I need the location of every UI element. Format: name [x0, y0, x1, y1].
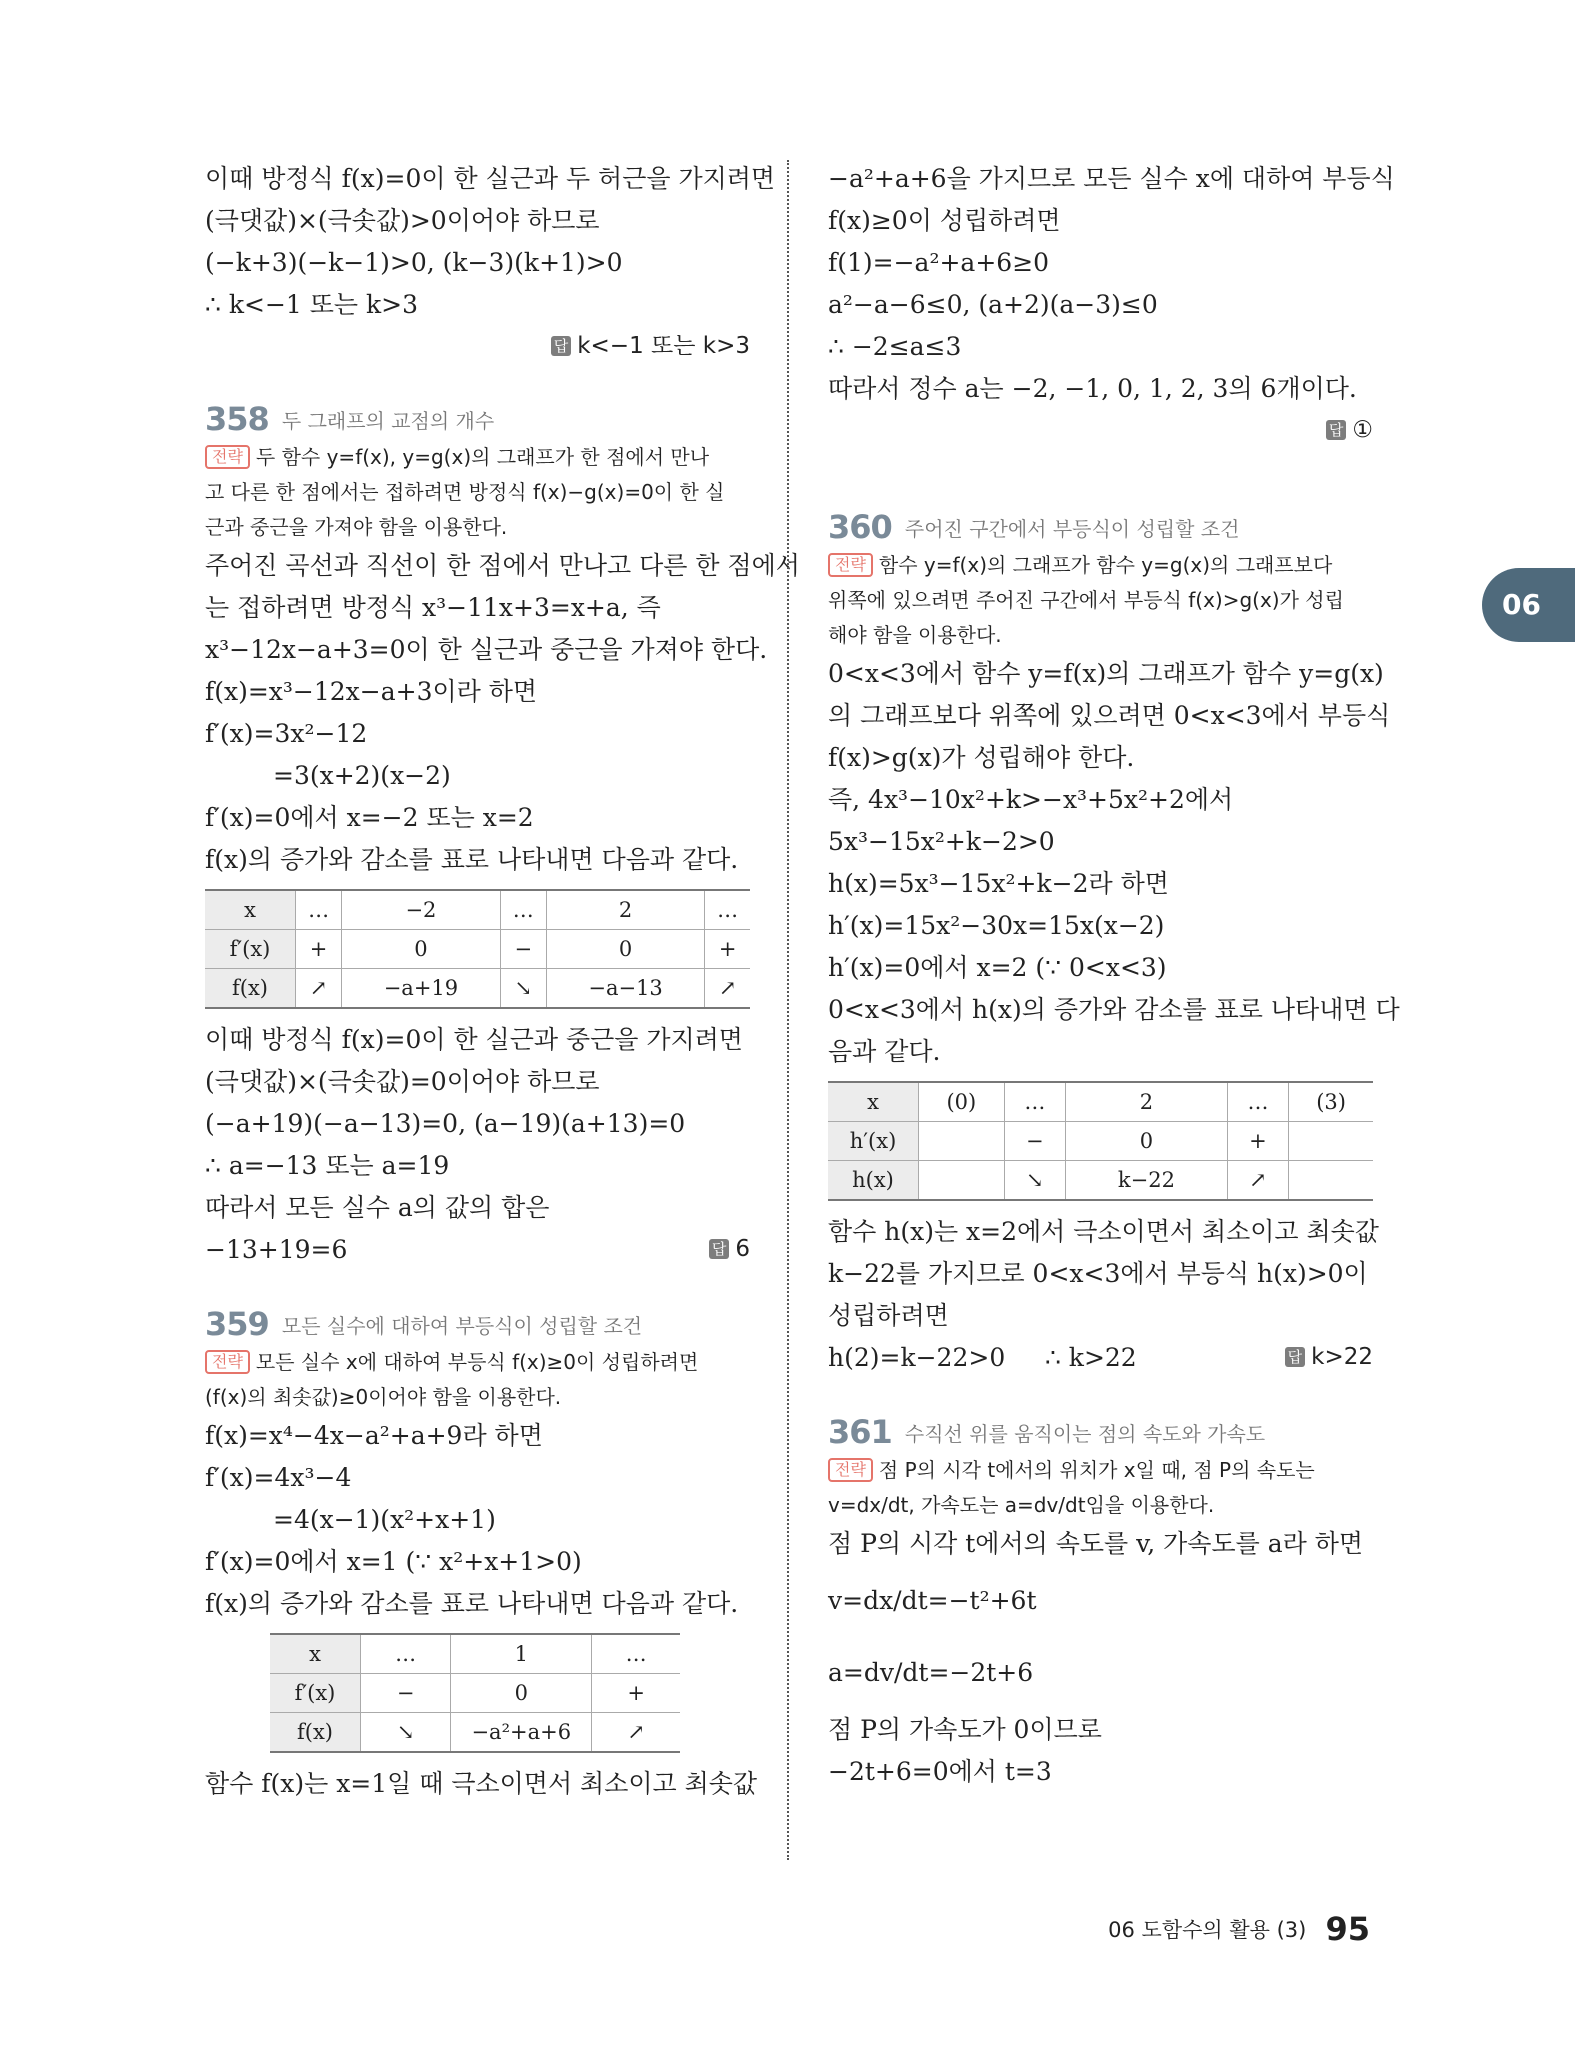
table-cell: −a²+a+6 [451, 1713, 592, 1753]
text-line: f′(x)=3x²−12 [205, 719, 368, 748]
strategy-line: 해야 함을 이용한다. [828, 623, 1002, 647]
problem-title: 주어진 구간에서 부등식이 성립할 조건 [904, 516, 1240, 541]
text-line: −a²+a+6을 가지므로 모든 실수 x에 대하여 부등식 [828, 164, 1395, 193]
text-line: k−22를 가지므로 0<x<3에서 부등식 h(x)>0이 [828, 1259, 1368, 1288]
answer-line [828, 410, 1373, 450]
table-cell: 0 [451, 1674, 592, 1713]
table-cell [919, 1122, 1005, 1161]
text-line: −2t+6=0에서 t=3 [828, 1757, 1052, 1786]
text-line: f(x)≥0이 성립하려면 [828, 206, 1061, 235]
table-cell: f(x) [205, 969, 296, 1009]
table-cell: + [705, 930, 750, 969]
table-cell: −2 [342, 890, 500, 930]
text-line: =4(x−1)(x²+x+1) [273, 1505, 496, 1534]
table-row [205, 890, 750, 930]
text-line: 는 접하려면 방정식 x³−11x+3=x+a, 즉 [205, 593, 661, 622]
problem-number: 360 [828, 508, 892, 546]
answer-value: ① [1352, 417, 1373, 443]
strategy-line: 고 다른 한 점에서는 접하려면 방정식 f(x)−g(x)=0이 한 실 [205, 480, 725, 504]
table-cell: ↘ [500, 969, 546, 1009]
text-line: 점 P의 가속도가 0이므로 [828, 1715, 1102, 1744]
answer-tag: 답 [1285, 1347, 1306, 1367]
table-cell: + [592, 1674, 680, 1713]
table-cell: ↗ [705, 969, 750, 1009]
table-cell: … [592, 1634, 680, 1674]
text-line: x³−12x−a+3=0이 한 실근과 중근을 가져야 한다. [205, 635, 768, 664]
strategy-line: 전략 점 P의 시각 t에서의 위치가 x일 때, 점 P의 속도는 [828, 1453, 1373, 1488]
text-line: ∴ k<−1 또는 k>3 [205, 290, 418, 319]
text-line: (극댓값)×(극솟값)=0이어야 하므로 [205, 1067, 600, 1096]
text-line: a²−a−6≤0, (a+2)(a−3)≤0 [828, 290, 1158, 319]
problem-title: 두 그래프의 교점의 개수 [281, 408, 495, 433]
table-cell: − [1004, 1122, 1065, 1161]
text-line: f(x)=x⁴−4x−a²+a+9라 하면 [205, 1421, 543, 1450]
problem-header-360 [828, 508, 1373, 548]
table-cell: ↗ [1227, 1161, 1288, 1201]
answer-row [828, 1337, 1373, 1379]
table-cell: − [500, 930, 546, 969]
table-cell: ↗ [592, 1713, 680, 1753]
text-line: 즉, 4x³−10x²+k>−x³+5x²+2에서 [828, 785, 1234, 814]
text-line: (−a+19)(−a−13)=0, (a−19)(a+13)=0 [205, 1109, 686, 1138]
text-line: 함수 f(x)는 x=1일 때 극소이면서 최소이고 최솟값 [205, 1769, 758, 1798]
text-line: f′(x)=0에서 x=−2 또는 x=2 [205, 803, 534, 832]
table-cell: … [296, 890, 342, 930]
answer-line [205, 326, 750, 366]
text-line: h′(x)=15x²−30x=15x(x−2) [828, 911, 1165, 940]
page-number: 95 [1325, 1910, 1370, 1948]
table-cell: … [500, 890, 546, 930]
text-line: (극댓값)×(극솟값)>0이어야 하므로 [205, 206, 600, 235]
strategy-line: 전략 함수 y=f(x)의 그래프가 함수 y=g(x)의 그래프보다 [828, 548, 1373, 583]
strategy-line: 위쪽에 있으려면 주어진 구간에서 부등식 f(x)>g(x)가 성립 [828, 588, 1344, 612]
problem-header-361 [828, 1413, 1373, 1453]
right-column [828, 158, 1400, 1793]
text-line: 5x³−15x²+k−2>0 [828, 827, 1055, 856]
strategy-line: 전략 두 함수 y=f(x), y=g(x)의 그래프가 한 점에서 만나 [205, 440, 750, 475]
problem-number: 358 [205, 400, 269, 438]
strategy-line: 전략 모든 실수 x에 대하여 부등식 f(x)≥0이 성립하려면 [205, 1345, 750, 1380]
strategy-badge: 전략 [828, 1458, 873, 1482]
text-line: 음과 같다. [828, 1037, 941, 1066]
text-line: 함수 h(x)는 x=2에서 극소이면서 최소이고 최솟값 [828, 1217, 1379, 1246]
table-cell: 1 [451, 1634, 592, 1674]
table-cell: ↘ [361, 1713, 451, 1753]
table-cell: x [205, 890, 296, 930]
text-line: h(2)=k−22>0 ∴ k>22 [828, 1343, 1137, 1372]
answer-row [205, 1229, 750, 1271]
strategy-line: (f(x)의 최솟값)≥0이어야 함을 이용한다. [205, 1385, 562, 1409]
table-cell: … [1227, 1082, 1288, 1122]
variation-table-359 [270, 1633, 680, 1753]
table-cell: −a+19 [342, 969, 500, 1009]
left-column [205, 158, 800, 1805]
table-cell: 0 [546, 930, 704, 969]
problem-header-358 [205, 400, 750, 440]
variation-table-360 [828, 1081, 1373, 1201]
table-cell: 2 [1066, 1082, 1228, 1122]
text-line: 의 그래프보다 위쪽에 있으려면 0<x<3에서 부등식 [828, 701, 1391, 730]
text-line: a=dv/dt=−2t+6 [828, 1658, 1034, 1687]
answer-line [1285, 1337, 1373, 1379]
answer-value: k<−1 또는 k>3 [577, 333, 750, 359]
table-cell: f′(x) [205, 930, 296, 969]
text-line: =3(x+2)(x−2) [273, 761, 451, 790]
table-cell: h(x) [828, 1161, 919, 1201]
text-line: h′(x)=0에서 x=2 (∵ 0<x<3) [828, 953, 1167, 982]
table-row [270, 1713, 680, 1753]
text-line: 점 P의 시각 t에서의 속도를 v, 가속도를 a라 하면 [828, 1529, 1364, 1558]
table-cell: … [361, 1634, 451, 1674]
column-divider [787, 160, 789, 1860]
table-row [270, 1674, 680, 1713]
table-row [828, 1161, 1373, 1201]
answer-value: k>22 [1311, 1344, 1373, 1370]
table-cell: 0 [342, 930, 500, 969]
table-cell: (0) [919, 1082, 1005, 1122]
strategy-line: v=dx/dt, 가속도는 a=dv/dt임을 이용한다. [828, 1493, 1215, 1517]
answer-tag: 답 [1326, 420, 1347, 440]
text-line: 성립하려면 [828, 1301, 949, 1330]
text-line: f(x)의 증가와 감소를 표로 나타내면 다음과 같다. [205, 1589, 739, 1618]
problem-number: 361 [828, 1413, 892, 1451]
table-cell [1289, 1161, 1373, 1201]
text-line: f(x)의 증가와 감소를 표로 나타내면 다음과 같다. [205, 845, 739, 874]
table-row [828, 1082, 1373, 1122]
text-line: f′(x)=4x³−4 [205, 1463, 352, 1492]
table-row [205, 969, 750, 1009]
table-cell: 0 [1066, 1122, 1228, 1161]
problem-header-359 [205, 1305, 750, 1345]
table-cell: − [361, 1674, 451, 1713]
table-cell: f′(x) [270, 1674, 361, 1713]
text-line: 따라서 모든 실수 a의 값의 합은 [205, 1193, 550, 1222]
table-cell: x [828, 1082, 919, 1122]
table-cell: x [270, 1634, 361, 1674]
strategy-badge: 전략 [205, 445, 250, 469]
text-line: 이때 방정식 f(x)=0이 한 실근과 두 허근을 가지려면 [205, 164, 776, 193]
problem-title: 모든 실수에 대하여 부등식이 성립할 조건 [281, 1313, 643, 1338]
answer-line [709, 1229, 750, 1271]
answer-value: 6 [735, 1236, 750, 1262]
answer-tag: 답 [709, 1239, 730, 1259]
table-cell: ↗ [296, 969, 342, 1009]
text-line: f′(x)=0에서 x=1 (∵ x²+x+1>0) [205, 1547, 582, 1576]
strategy-line: 근과 중근을 가져야 함을 이용한다. [205, 515, 508, 539]
table-cell [1289, 1122, 1373, 1161]
text-line: v=dx/dt=−t²+6t [828, 1586, 1037, 1615]
text-line: 이때 방정식 f(x)=0이 한 실근과 중근을 가지려면 [205, 1025, 743, 1054]
table-cell [919, 1161, 1005, 1201]
table-cell: ↘ [1004, 1161, 1065, 1201]
text-line: ∴ a=−13 또는 a=19 [205, 1151, 450, 1180]
table-cell: + [296, 930, 342, 969]
table-cell: 2 [546, 890, 704, 930]
problem-number: 359 [205, 1305, 269, 1343]
text-line: ∴ −2≤a≤3 [828, 332, 962, 361]
text-line: f(1)=−a²+a+6≥0 [828, 248, 1050, 277]
text-line: (−k+3)(−k−1)>0, (k−3)(k+1)>0 [205, 248, 623, 277]
table-cell: h′(x) [828, 1122, 919, 1161]
text-line: 0<x<3에서 h(x)의 증가와 감소를 표로 나타내면 다 [828, 995, 1400, 1024]
strategy-badge: 전략 [205, 1350, 250, 1374]
text-line: f(x)=x³−12x−a+3이라 하면 [205, 677, 538, 706]
table-cell: … [1004, 1082, 1065, 1122]
variation-table-358 [205, 889, 750, 1009]
table-cell: … [705, 890, 750, 930]
text-line: 따라서 정수 a는 −2, −1, 0, 1, 2, 3의 6개이다. [828, 374, 1357, 403]
text-line: f(x)>g(x)가 성립해야 한다. [828, 743, 1135, 772]
table-cell: f(x) [270, 1713, 361, 1753]
table-cell: + [1227, 1122, 1288, 1161]
text-line: 0<x<3에서 함수 y=f(x)의 그래프가 함수 y=g(x) [828, 659, 1384, 688]
table-cell: k−22 [1066, 1161, 1228, 1201]
text-line: −13+19=6 [205, 1235, 348, 1264]
strategy-badge: 전략 [828, 553, 873, 577]
page-footer [1108, 1910, 1370, 1948]
table-row [270, 1634, 680, 1674]
text-line: h(x)=5x³−15x²+k−2라 하면 [828, 869, 1169, 898]
table-row [205, 930, 750, 969]
table-row [828, 1122, 1373, 1161]
text-line: 주어진 곡선과 직선이 한 점에서 만나고 다른 한 점에서 [205, 551, 800, 580]
problem-title: 수직선 위를 움직이는 점의 속도와 가속도 [904, 1421, 1266, 1446]
answer-tag: 답 [551, 336, 572, 356]
table-cell: −a−13 [546, 969, 704, 1009]
footer-title: 06 도함수의 활용 (3) [1108, 1918, 1307, 1942]
table-cell: (3) [1289, 1082, 1373, 1122]
chapter-tab: 06 [1482, 568, 1575, 642]
